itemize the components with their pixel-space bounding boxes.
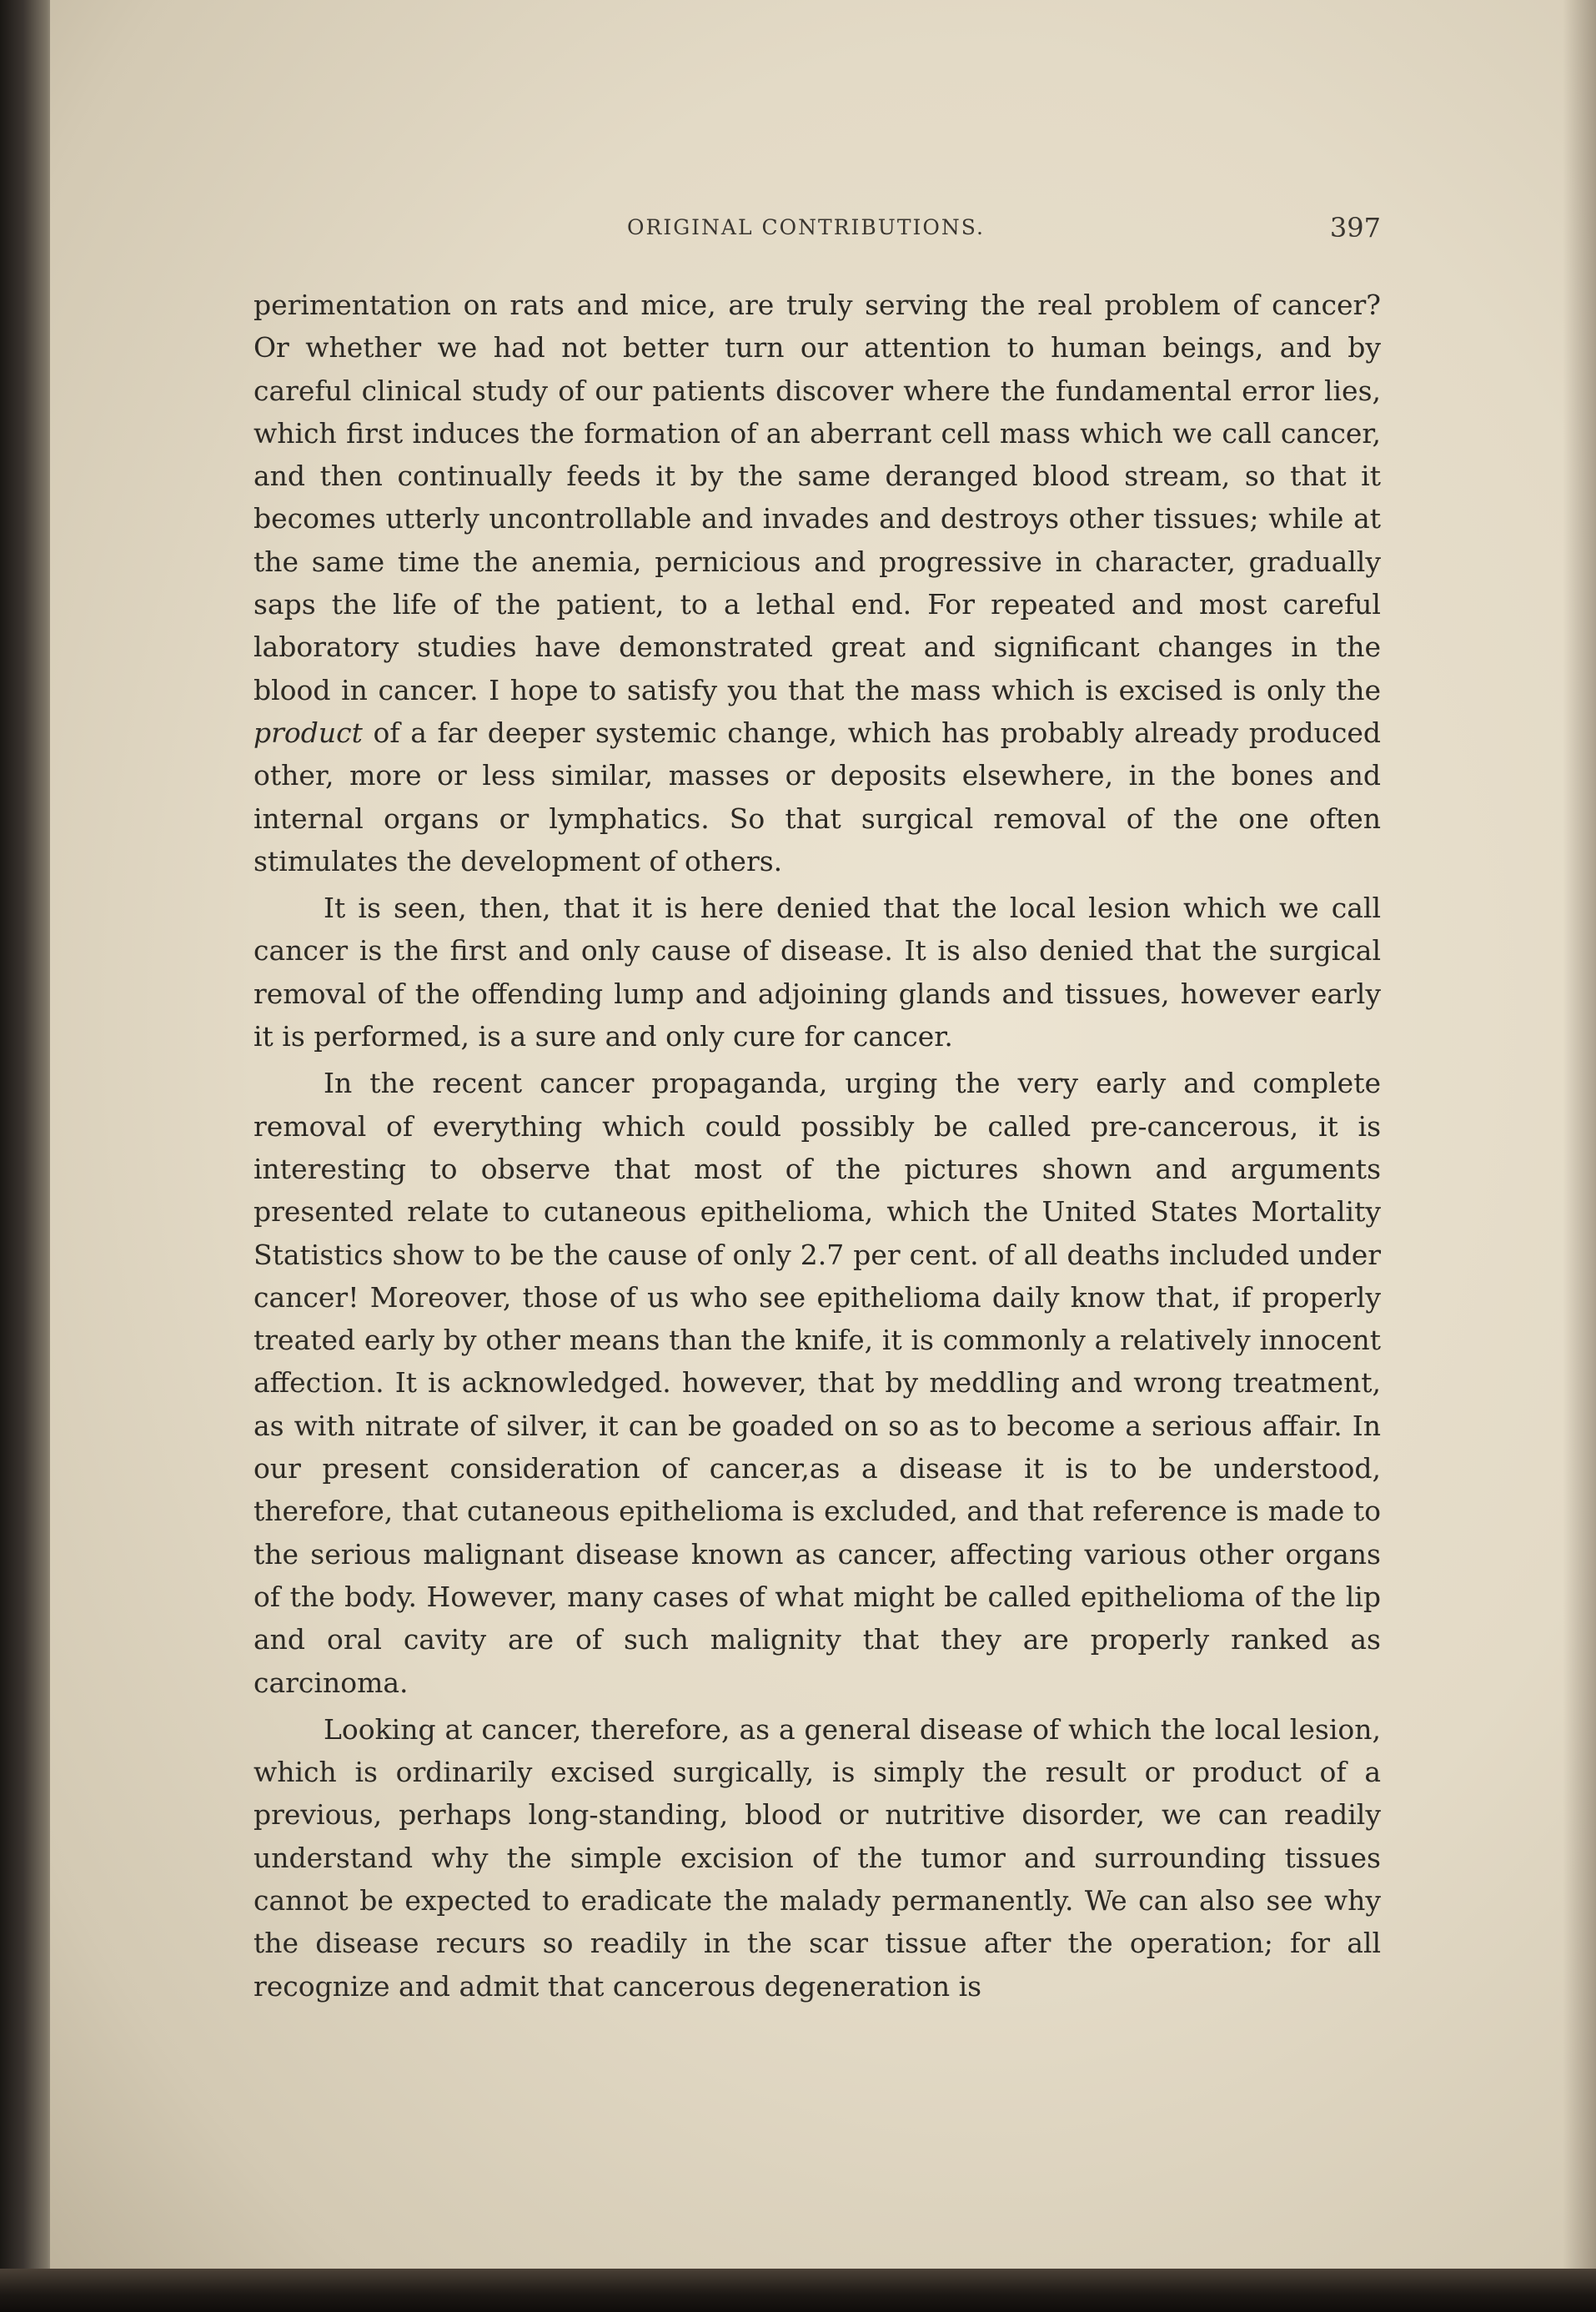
running-head: [627, 212, 1381, 249]
bottom-shadow-band: [0, 2269, 1596, 2312]
paragraph-1-text-before: perimentation on rats and mice, are truly serving the real problem of cancer? Or whether we had not better turn our attention to human beings, and by careful clinical study of our patients discover where the fundamental error lies, which first induces the formation of an aberrant cell mass which we call cancer, and then continually feeds it by the same deranged blood stream, so that it becomes utterly uncontrollable and invades and destroys other tissues; while at the same time the anemia, pernicious and progressive in character, gradually saps the life of the patient, to a lethal end. For repeated and most careful laboratory studies have demonstrated great and significant changes in the blood in cancer. I hope to satisfy you that the mass which is excised is only the: [253, 289, 1381, 706]
paragraph-1-text-after: of a far deeper systemic change, which has probably already produced other, more or less similar, masses or deposits elsewhere, in the bones and internal organs or lymphatics. So that surgical removal of the one often stimulates the development of others.: [253, 716, 1381, 877]
page-edge-shadow: [1563, 0, 1596, 2269]
emphasis-product: product: [253, 716, 363, 749]
running-title: ORIGINAL CONTRIBUTIONS.: [627, 215, 985, 239]
page-number: 397: [1329, 212, 1381, 244]
paragraph-4: Looking at cancer, therefore, as a general disease of which the local lesion, which is ordinarily excised surgically, is simply the result or product of a previous, perhaps long-standing, blood or nutritive disorder, we can readily understand why the simple excision of the tumor and surrounding tissues cannot be expected to eradicate the malady permanently. We can also see why the disease recurs so readily in the scar tissue after the operation; for all recognize and admit that cancerous degeneration is: [253, 1712, 1381, 2003]
paragraph-1: [253, 284, 1381, 882]
body-text: [253, 284, 1381, 2012]
paragraph-3: In the recent cancer propaganda, urging the very early and complete removal of everything which could possibly be called pre-cancerous, it is interesting to observe that most of the pictures shown and arguments presented relate to cutaneous epithelioma, which the United States Mortality Statistics show to be the cause of only 2.7 per cent. of all deaths included under cancer! Moreover, those of us who see epithelioma daily know that, if properly treated early by other means than the knife, it is commonly a relatively innocent affection. It is acknowledged. however, that by meddling and wrong treatment, as with nitrate of silver, it can be goaded on so as to become a serious affair. In our present consideration of cancer,as a disease it is to be understood, therefore, that cutaneous epithelioma is excluded, and that reference is made to the serious malignant disease known as cancer, affecting various other organs of the body. However, many cases of what might be called epithelioma of the lip and oral cavity are of such malignity that they are properly ranked as carcinoma.: [253, 1067, 1381, 1699]
paragraph-2: It is seen, then, that it is here denied that the local lesion which we call cancer is the first and only cause of disease. It is also denied that the surgical removal of the offending lump and adjoining glands and tissues, however early it is performed, is a sure and only cure for cancer.: [253, 892, 1381, 1053]
